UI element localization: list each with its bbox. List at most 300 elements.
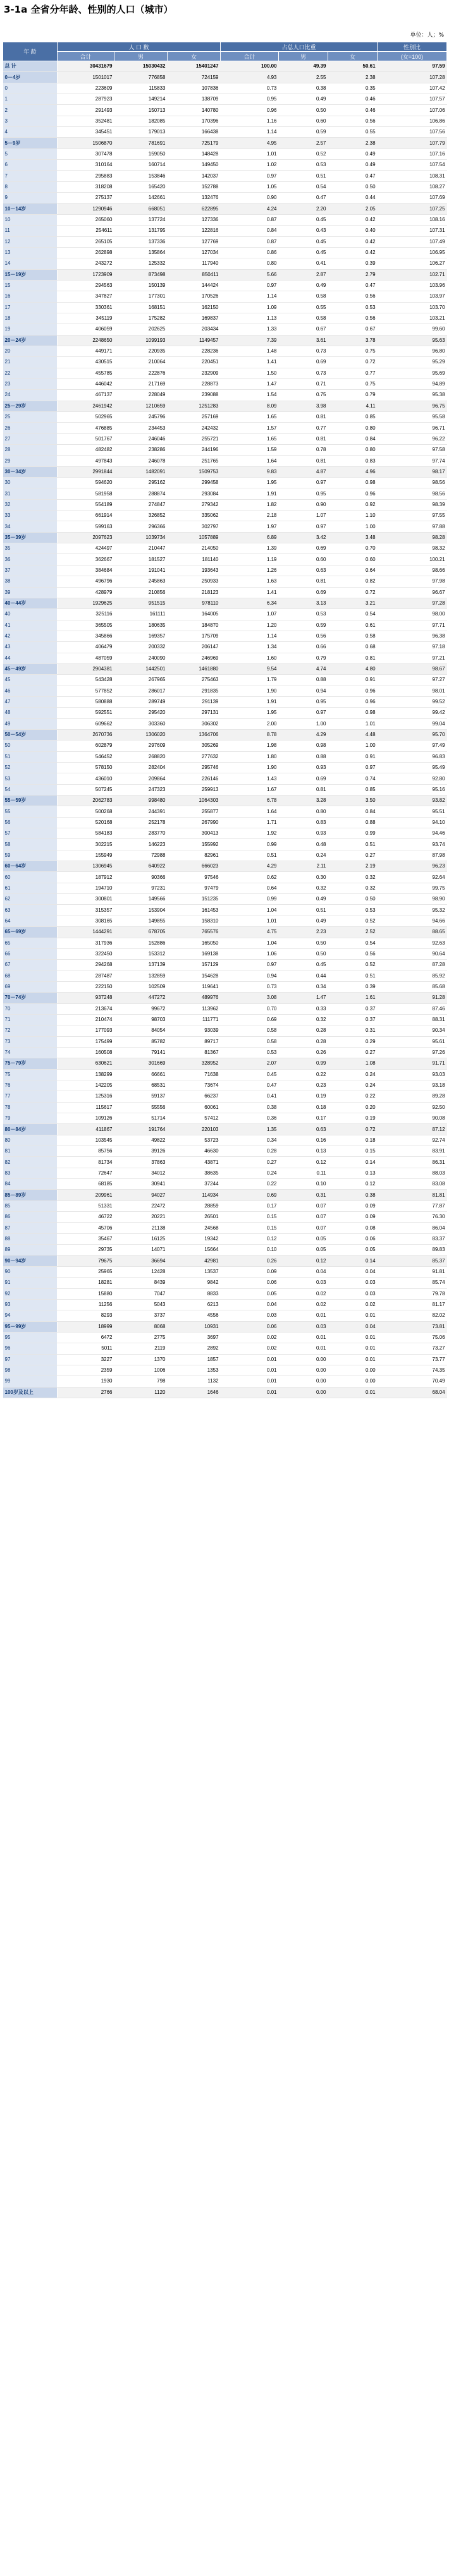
table-row xyxy=(3,247,447,258)
share-female-cell: 2.79 xyxy=(328,269,378,280)
pop-total-cell: 581958 xyxy=(58,488,114,499)
share-male-cell: 2.87 xyxy=(279,269,328,280)
share-total-cell: 1.01 xyxy=(221,148,279,159)
share-female-cell: 0.56 xyxy=(328,291,378,302)
pop-male-cell: 303360 xyxy=(114,718,168,729)
share-male-cell: 0.30 xyxy=(279,872,328,883)
share-total-cell: 0.53 xyxy=(221,1047,279,1058)
pop-male-cell: 159050 xyxy=(114,148,168,159)
sex-ratio-cell: 93.82 xyxy=(378,795,447,806)
share-total-cell: 0.12 xyxy=(221,1233,279,1244)
share-male-cell: 0.45 xyxy=(279,236,328,247)
share-male-cell: 0.24 xyxy=(279,850,328,861)
sex-ratio-cell: 99.52 xyxy=(378,696,447,707)
pop-total-cell: 2461942 xyxy=(58,401,114,411)
pop-female-cell: 157129 xyxy=(168,960,221,971)
age-cell: 79 xyxy=(3,1113,58,1124)
pop-male-cell: 1006 xyxy=(114,1365,168,1376)
sex-ratio-cell: 95.69 xyxy=(378,368,447,378)
pop-male-cell: 137139 xyxy=(114,960,168,971)
share-male-cell: 0.78 xyxy=(279,445,328,456)
share-male-cell: 0.73 xyxy=(279,346,328,356)
table-row xyxy=(3,313,447,324)
age-cell: 40 xyxy=(3,609,58,620)
age-cell: 60－64岁 xyxy=(3,861,58,872)
pop-total-cell: 307478 xyxy=(58,148,114,159)
share-male-cell: 3.13 xyxy=(279,598,328,608)
sex-ratio-cell: 99.04 xyxy=(378,718,447,729)
age-cell: 11 xyxy=(3,226,58,236)
age-cell: 45－49岁 xyxy=(3,663,58,674)
sex-ratio-cell: 98.56 xyxy=(378,488,447,499)
pop-total-cell: 424497 xyxy=(58,543,114,554)
share-total-cell: 0.80 xyxy=(221,258,279,269)
pop-female-cell: 60061 xyxy=(168,1102,221,1113)
pop-male-cell: 132859 xyxy=(114,971,168,981)
age-cell: 75－79岁 xyxy=(3,1058,58,1069)
sex-ratio-cell: 103.70 xyxy=(378,302,447,313)
pop-male-cell: 2119 xyxy=(114,1343,168,1354)
share-female-cell: 0.51 xyxy=(328,971,378,981)
pop-female-cell: 107836 xyxy=(168,83,221,94)
pop-male-cell: 678705 xyxy=(114,927,168,938)
age-cell: 96 xyxy=(3,1343,58,1354)
age-cell: 73 xyxy=(3,1036,58,1047)
pop-female-cell: 144424 xyxy=(168,280,221,291)
table-body xyxy=(3,61,447,1398)
share-male-cell: 0.79 xyxy=(279,653,328,663)
pop-male-cell: 125332 xyxy=(114,258,168,269)
sex-ratio-cell: 98.28 xyxy=(378,532,447,543)
pop-female-cell: 82961 xyxy=(168,850,221,861)
pop-female-cell: 15401247 xyxy=(168,61,221,72)
age-cell: 19 xyxy=(3,324,58,335)
share-male-cell: 3.98 xyxy=(279,401,328,411)
sex-ratio-cell: 97.74 xyxy=(378,456,447,466)
table-row xyxy=(3,653,447,663)
pop-male-cell: 149214 xyxy=(114,94,168,105)
pop-total-cell: 546452 xyxy=(58,751,114,762)
table-row xyxy=(3,751,447,762)
sex-ratio-cell: 107.69 xyxy=(378,193,447,203)
share-total-cell: 5.66 xyxy=(221,269,279,280)
table-row xyxy=(3,94,447,105)
share-total-cell: 0.15 xyxy=(221,1212,279,1223)
share-female-cell: 0.49 xyxy=(328,160,378,171)
age-cell: 38 xyxy=(3,576,58,587)
age-cell: 89 xyxy=(3,1245,58,1255)
share-male-cell: 0.04 xyxy=(279,1266,328,1277)
age-cell: 84 xyxy=(3,1179,58,1190)
share-total-cell: 1.34 xyxy=(221,642,279,653)
pop-total-cell: 302215 xyxy=(58,839,114,850)
pop-total-cell: 406059 xyxy=(58,324,114,335)
header-ratio-note: (女=100) xyxy=(378,52,447,61)
pop-total-cell: 592551 xyxy=(58,708,114,718)
share-total-cell: 0.38 xyxy=(221,1102,279,1113)
pop-total-cell: 262898 xyxy=(58,247,114,258)
share-total-cell: 1.95 xyxy=(221,708,279,718)
pop-total-cell: 661914 xyxy=(58,511,114,521)
age-cell: 99 xyxy=(3,1376,58,1387)
age-cell: 0 xyxy=(3,83,58,94)
sex-ratio-cell: 98.67 xyxy=(378,663,447,674)
pop-male-cell: 210064 xyxy=(114,357,168,368)
pop-total-cell: 1306945 xyxy=(58,861,114,872)
share-female-cell: 0.55 xyxy=(328,127,378,138)
pop-total-cell: 18281 xyxy=(58,1278,114,1288)
pop-female-cell: 724159 xyxy=(168,72,221,83)
share-female-cell: 0.37 xyxy=(328,1014,378,1025)
share-total-cell: 6.78 xyxy=(221,795,279,806)
table-row xyxy=(3,1299,447,1310)
share-total-cell: 1.59 xyxy=(221,445,279,456)
share-total-cell: 1.57 xyxy=(221,423,279,433)
age-cell: 74 xyxy=(3,1047,58,1058)
pop-male-cell: 200332 xyxy=(114,642,168,653)
sex-ratio-cell: 98.39 xyxy=(378,499,447,510)
table-row xyxy=(3,1124,447,1135)
pop-female-cell: 193643 xyxy=(168,565,221,576)
table-row xyxy=(3,1354,447,1365)
pop-female-cell: 220103 xyxy=(168,1124,221,1135)
pop-total-cell: 487059 xyxy=(58,653,114,663)
share-female-cell: 0.92 xyxy=(328,499,378,510)
table-row xyxy=(3,981,447,992)
share-female-cell: 0.42 xyxy=(328,214,378,225)
share-total-cell: 0.86 xyxy=(221,247,279,258)
pop-female-cell: 255721 xyxy=(168,433,221,444)
pop-female-cell: 66237 xyxy=(168,1091,221,1102)
age-cell: 30 xyxy=(3,478,58,488)
pop-male-cell: 22472 xyxy=(114,1200,168,1211)
pop-female-cell: 73674 xyxy=(168,1080,221,1091)
pop-total-cell: 2248650 xyxy=(58,335,114,346)
sex-ratio-cell: 92.64 xyxy=(378,872,447,883)
table-row xyxy=(3,324,447,335)
sex-ratio-cell: 99.42 xyxy=(378,708,447,718)
share-total-cell: 0.02 xyxy=(221,1332,279,1343)
share-total-cell: 1.95 xyxy=(221,478,279,488)
sex-ratio-cell: 91.71 xyxy=(378,1058,447,1069)
age-cell: 14 xyxy=(3,258,58,269)
pop-total-cell: 85756 xyxy=(58,1146,114,1157)
pop-female-cell: 328952 xyxy=(168,1058,221,1069)
pop-male-cell: 149855 xyxy=(114,916,168,926)
table-row xyxy=(3,587,447,598)
table-row xyxy=(3,138,447,148)
pop-male-cell: 252178 xyxy=(114,817,168,828)
age-cell: 60 xyxy=(3,872,58,883)
pop-female-cell: 300413 xyxy=(168,828,221,839)
share-male-cell: 0.00 xyxy=(279,1376,328,1387)
share-female-cell: 0.51 xyxy=(328,839,378,850)
share-male-cell: 1.00 xyxy=(279,718,328,729)
share-male-cell: 0.03 xyxy=(279,1321,328,1332)
age-cell: 4 xyxy=(3,127,58,138)
share-female-cell: 0.74 xyxy=(328,773,378,784)
sex-ratio-cell: 98.17 xyxy=(378,466,447,477)
pop-female-cell: 175709 xyxy=(168,631,221,641)
age-cell: 13 xyxy=(3,247,58,258)
age-cell: 1 xyxy=(3,94,58,105)
share-female-cell: 0.12 xyxy=(328,1179,378,1190)
share-female-cell: 0.27 xyxy=(328,1047,378,1058)
table-row xyxy=(3,390,447,401)
sex-ratio-cell: 89.83 xyxy=(378,1245,447,1255)
age-cell: 22 xyxy=(3,368,58,378)
share-total-cell: 0.97 xyxy=(221,960,279,971)
share-total-cell: 0.62 xyxy=(221,872,279,883)
share-male-cell: 0.16 xyxy=(279,1135,328,1146)
pop-male-cell: 209864 xyxy=(114,773,168,784)
age-cell: 85－89岁 xyxy=(3,1190,58,1200)
pop-total-cell: 482482 xyxy=(58,445,114,456)
pop-female-cell: 335062 xyxy=(168,511,221,521)
pop-female-cell: 10931 xyxy=(168,1321,221,1332)
share-total-cell: 2.00 xyxy=(221,718,279,729)
pop-female-cell: 1353 xyxy=(168,1365,221,1376)
pop-female-cell: 299458 xyxy=(168,478,221,488)
pop-female-cell: 1461880 xyxy=(168,663,221,674)
share-female-cell: 1.01 xyxy=(328,718,378,729)
share-total-cell: 4.75 xyxy=(221,927,279,938)
age-cell: 50－54岁 xyxy=(3,729,58,740)
share-female-cell: 0.49 xyxy=(328,148,378,159)
table-row xyxy=(3,1014,447,1025)
pop-female-cell: 291139 xyxy=(168,696,221,707)
pop-male-cell: 873498 xyxy=(114,269,168,280)
pop-total-cell: 937248 xyxy=(58,993,114,1003)
share-total-cell: 0.05 xyxy=(221,1288,279,1299)
share-male-cell: 0.67 xyxy=(279,324,328,335)
share-total-cell: 0.64 xyxy=(221,883,279,893)
sex-ratio-cell: 97.55 xyxy=(378,511,447,521)
share-total-cell: 1.50 xyxy=(221,368,279,378)
age-cell: 6 xyxy=(3,160,58,171)
share-male-cell: 2.57 xyxy=(279,138,328,148)
share-male-cell: 3.61 xyxy=(279,335,328,346)
share-male-cell: 0.51 xyxy=(279,171,328,181)
share-female-cell: 0.22 xyxy=(328,1091,378,1102)
age-cell: 15 xyxy=(3,280,58,291)
pop-total-cell: 142205 xyxy=(58,1080,114,1091)
share-total-cell: 0.02 xyxy=(221,1343,279,1354)
share-male-cell: 0.34 xyxy=(279,981,328,992)
table-row xyxy=(3,1212,447,1223)
share-total-cell: 100.00 xyxy=(221,61,279,72)
age-cell: 47 xyxy=(3,696,58,707)
pop-female-cell: 1057889 xyxy=(168,532,221,543)
pop-male-cell: 228049 xyxy=(114,390,168,401)
age-cell: 5 xyxy=(3,148,58,159)
age-cell: 18 xyxy=(3,313,58,324)
share-female-cell: 0.01 xyxy=(328,1343,378,1354)
age-cell: 72 xyxy=(3,1025,58,1036)
age-cell: 70 xyxy=(3,1003,58,1014)
pop-male-cell: 153312 xyxy=(114,948,168,959)
pop-female-cell: 114934 xyxy=(168,1190,221,1200)
share-total-cell: 1.65 xyxy=(221,412,279,423)
share-male-cell: 0.28 xyxy=(279,1025,328,1036)
share-total-cell: 1.43 xyxy=(221,773,279,784)
pop-total-cell: 449171 xyxy=(58,346,114,356)
age-cell: 100岁及以上 xyxy=(3,1387,58,1398)
table-row xyxy=(3,741,447,751)
age-cell: 75 xyxy=(3,1069,58,1080)
share-total-cell: 1.13 xyxy=(221,313,279,324)
share-total-cell: 4.24 xyxy=(221,203,279,214)
age-cell: 53 xyxy=(3,773,58,784)
pop-female-cell: 1251283 xyxy=(168,401,221,411)
pop-male-cell: 16125 xyxy=(114,1233,168,1244)
share-female-cell: 0.58 xyxy=(328,631,378,641)
share-total-cell: 1.64 xyxy=(221,806,279,817)
pop-female-cell: 277632 xyxy=(168,751,221,762)
share-total-cell: 1.26 xyxy=(221,565,279,576)
table-row xyxy=(3,193,447,203)
share-female-cell: 0.40 xyxy=(328,226,378,236)
age-cell: 25 xyxy=(3,412,58,423)
pop-total-cell: 300801 xyxy=(58,894,114,905)
table-row xyxy=(3,1278,447,1288)
age-cell: 34 xyxy=(3,521,58,532)
age-cell: 45 xyxy=(3,675,58,686)
share-female-cell: 0.53 xyxy=(328,905,378,916)
pop-total-cell: 295883 xyxy=(58,171,114,181)
age-cell: 82 xyxy=(3,1157,58,1168)
share-total-cell: 1.06 xyxy=(221,948,279,959)
table-row xyxy=(3,423,447,433)
share-male-cell: 0.54 xyxy=(279,181,328,192)
share-male-cell: 0.58 xyxy=(279,291,328,302)
pop-female-cell: 255877 xyxy=(168,806,221,817)
share-total-cell: 1.79 xyxy=(221,675,279,686)
sex-ratio-cell: 106.95 xyxy=(378,247,447,258)
age-cell: 70－74岁 xyxy=(3,993,58,1003)
pop-total-cell: 265060 xyxy=(58,214,114,225)
age-cell: 90－94岁 xyxy=(3,1255,58,1266)
pop-male-cell: 1482091 xyxy=(114,466,168,477)
age-cell: 64 xyxy=(3,916,58,926)
pop-male-cell: 288874 xyxy=(114,488,168,499)
pop-female-cell: 4556 xyxy=(168,1310,221,1321)
pop-total-cell: 243272 xyxy=(58,258,114,269)
share-female-cell: 0.39 xyxy=(328,981,378,992)
pop-total-cell: 317936 xyxy=(58,938,114,948)
share-male-cell: 0.97 xyxy=(279,521,328,532)
share-male-cell: 0.02 xyxy=(279,1299,328,1310)
sex-ratio-cell: 88.03 xyxy=(378,1168,447,1178)
share-female-cell: 2.38 xyxy=(328,138,378,148)
sex-ratio-cell: 98.56 xyxy=(378,478,447,488)
sex-ratio-cell: 94.89 xyxy=(378,378,447,389)
share-female-cell: 2.38 xyxy=(328,72,378,83)
pop-total-cell: 430515 xyxy=(58,357,114,368)
share-male-cell: 0.93 xyxy=(279,763,328,773)
age-cell: 81 xyxy=(3,1146,58,1157)
pop-male-cell: 210856 xyxy=(114,587,168,598)
pop-female-cell: 1364706 xyxy=(168,729,221,740)
share-female-cell: 0.99 xyxy=(328,828,378,839)
share-female-cell: 4.80 xyxy=(328,663,378,674)
table-row xyxy=(3,1321,447,1332)
age-cell: 35－39岁 xyxy=(3,532,58,543)
table-row xyxy=(3,171,447,181)
sex-ratio-cell: 92.50 xyxy=(378,1102,447,1113)
share-female-cell: 0.05 xyxy=(328,1245,378,1255)
pop-male-cell: 1442501 xyxy=(114,663,168,674)
pop-total-cell: 3227 xyxy=(58,1354,114,1365)
share-female-cell: 0.67 xyxy=(328,324,378,335)
pop-male-cell: 1306020 xyxy=(114,729,168,740)
age-cell: 27 xyxy=(3,433,58,444)
pop-male-cell: 289749 xyxy=(114,696,168,707)
sex-ratio-cell: 95.38 xyxy=(378,390,447,401)
table-row xyxy=(3,828,447,839)
sex-ratio-cell: 88.65 xyxy=(378,927,447,938)
share-total-cell: 0.96 xyxy=(221,105,279,116)
share-male-cell: 0.28 xyxy=(279,1036,328,1047)
pop-female-cell: 1064303 xyxy=(168,795,221,806)
share-total-cell: 7.39 xyxy=(221,335,279,346)
pop-total-cell: 347827 xyxy=(58,291,114,302)
age-cell: 65 xyxy=(3,938,58,948)
share-male-cell: 0.60 xyxy=(279,116,328,126)
age-cell: 59 xyxy=(3,850,58,861)
table-row xyxy=(3,960,447,971)
share-total-cell: 0.28 xyxy=(221,1146,279,1157)
pop-male-cell: 274847 xyxy=(114,499,168,510)
sex-ratio-cell: 73.81 xyxy=(378,1321,447,1332)
age-cell: 17 xyxy=(3,302,58,313)
pop-female-cell: 170396 xyxy=(168,116,221,126)
share-female-cell: 0.47 xyxy=(328,280,378,291)
share-male-cell: 0.97 xyxy=(279,708,328,718)
pop-female-cell: 978110 xyxy=(168,598,221,608)
pop-male-cell: 245796 xyxy=(114,412,168,423)
pop-total-cell: 265105 xyxy=(58,236,114,247)
pop-male-cell: 79141 xyxy=(114,1047,168,1058)
pop-female-cell: 42981 xyxy=(168,1255,221,1266)
sex-ratio-cell: 97.71 xyxy=(378,620,447,631)
share-female-cell: 0.61 xyxy=(328,620,378,631)
age-cell: 23 xyxy=(3,378,58,389)
sex-ratio-cell: 98.01 xyxy=(378,686,447,696)
sex-ratio-cell: 85.92 xyxy=(378,971,447,981)
share-total-cell: 0.87 xyxy=(221,214,279,225)
pop-total-cell: 1506870 xyxy=(58,138,114,148)
pop-male-cell: 137336 xyxy=(114,236,168,247)
sex-ratio-cell: 94.10 xyxy=(378,817,447,828)
pop-female-cell: 26501 xyxy=(168,1212,221,1223)
sex-ratio-cell: 81.17 xyxy=(378,1299,447,1310)
table-row xyxy=(3,280,447,291)
sex-ratio-cell: 97.28 xyxy=(378,598,447,608)
share-total-cell: 8.78 xyxy=(221,729,279,740)
sex-ratio-cell: 103.97 xyxy=(378,291,447,302)
share-total-cell: 0.97 xyxy=(221,280,279,291)
pop-female-cell: 122816 xyxy=(168,226,221,236)
pop-total-cell: 160508 xyxy=(58,1047,114,1058)
table-row xyxy=(3,357,447,368)
age-cell: 20 xyxy=(3,346,58,356)
share-female-cell: 0.32 xyxy=(328,872,378,883)
table-row xyxy=(3,1255,447,1266)
share-male-cell: 0.32 xyxy=(279,883,328,893)
share-total-cell: 0.26 xyxy=(221,1255,279,1266)
share-total-cell: 8.09 xyxy=(221,401,279,411)
